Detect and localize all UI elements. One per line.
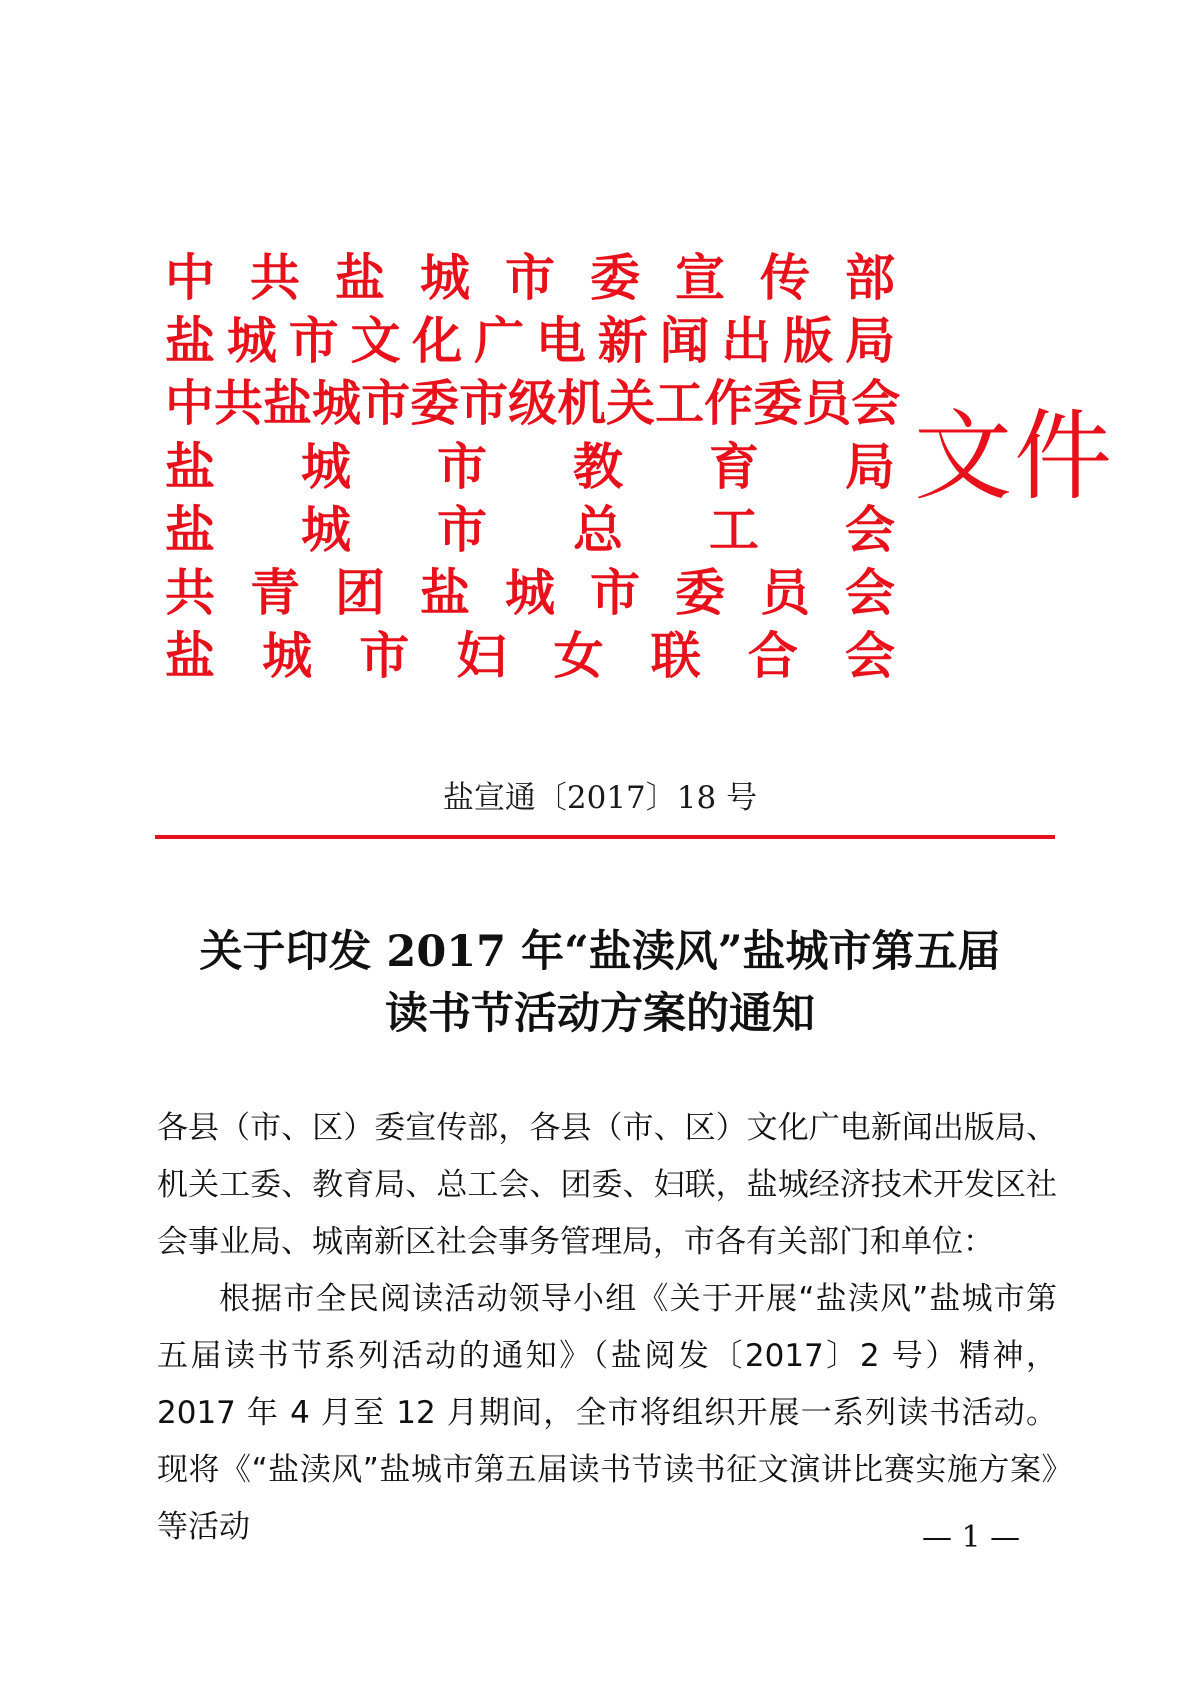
document-number: 盐宣通〔2017〕18 号 [442, 780, 758, 816]
issuer-char: 委 [410, 374, 460, 432]
issuer-char: 委 [675, 563, 725, 622]
issuer-line [165, 372, 901, 435]
issuer-char: 共 [165, 563, 215, 622]
page-number: — 1 — [922, 1520, 1021, 1555]
issuer-char: 城 [505, 563, 555, 622]
issuer-char: 盐 [420, 563, 470, 622]
issuer-char: 育 [709, 437, 759, 496]
title-line-2: 读书节活动方案的通知 [385, 989, 815, 1039]
issuer-char: 城 [262, 626, 313, 685]
issuer-line [165, 624, 895, 687]
issuer-char: 员 [760, 563, 810, 622]
title-line-1: 关于印发 2017 年“盐渎风”盐城市第五届 [199, 927, 1001, 977]
document-mark: 文件 [914, 400, 1115, 514]
paragraph-1: 根据市全民阅读活动领导小组《关于开展“盐渎风”盐城市第五届读书节系列活动的通知》（盐阅发〔2017〕2 号）精神，2017 年 4 月至 12 月期间，全市将组织开展一系列读书活动。现将《“盐渎风”盐城市第五届读书节读书征文演讲比赛实施方案》等活动 [157, 1281, 1057, 1545]
issuer-char: 盐 [165, 311, 215, 370]
issuer-char: 城 [312, 374, 362, 432]
issuer-char: 市 [437, 500, 487, 559]
issuer-char: 市 [437, 437, 487, 496]
issuer-char: 会 [845, 500, 895, 559]
issuer-char: 合 [747, 626, 798, 685]
issuer-char: 会 [845, 563, 895, 622]
issuer-char: 市 [288, 311, 339, 370]
issuing-organizations [165, 246, 901, 687]
issuer-char: 市 [590, 563, 640, 622]
issuer-char: 委 [753, 374, 803, 432]
issuer-char: 宣 [675, 248, 725, 307]
issuer-char: 共 [250, 248, 300, 307]
issuer-char: 机 [557, 374, 607, 432]
issuer-char: 会 [844, 626, 895, 685]
issuer-char: 总 [573, 500, 623, 559]
issuer-char: 市 [361, 374, 411, 432]
issuer-char: 广 [474, 311, 525, 370]
issuer-char: 局 [845, 437, 895, 496]
issuer-char: 市 [505, 248, 555, 307]
issuer-char: 部 [845, 248, 895, 307]
issuer-char: 女 [553, 626, 604, 685]
issuer-line [165, 435, 895, 498]
issuer-char: 盐 [165, 500, 215, 559]
issuer-char: 盐 [165, 437, 215, 496]
issuer-char: 中 [165, 374, 215, 432]
issuer-char: 盐 [263, 374, 313, 432]
issuer-char: 城 [301, 500, 351, 559]
issuer-char: 作 [704, 374, 754, 432]
document-body [157, 1100, 1057, 1556]
issuer-char: 工 [709, 500, 759, 559]
issuer-char: 城 [226, 311, 277, 370]
issuer-char: 传 [760, 248, 810, 307]
issuer-line [165, 246, 895, 309]
issuer-char: 出 [721, 311, 772, 370]
issuer-line [165, 309, 895, 372]
issuer-char: 市 [459, 374, 509, 432]
issuer-char: 工 [655, 374, 705, 432]
issuer-char: 中 [165, 248, 215, 307]
red-divider [155, 835, 1055, 839]
issuer-char: 盐 [335, 248, 385, 307]
issuer-char: 教 [573, 437, 623, 496]
issuer-char: 城 [301, 437, 351, 496]
issuer-line [165, 561, 895, 624]
issuer-char: 局 [844, 311, 895, 370]
issuer-char: 盐 [165, 626, 215, 685]
issuer-char: 市 [359, 626, 410, 685]
issuer-char: 委 [590, 248, 640, 307]
issuer-char: 妇 [456, 626, 507, 685]
issuer-char: 共 [214, 374, 264, 432]
issuer-char: 电 [535, 311, 586, 370]
issuer-char: 级 [508, 374, 558, 432]
addressees: 各县（市、区）委宣传部，各县（市、区）文化广电新闻出版局、机关工委、教育局、总工会、团委、妇联，盐城经济技术开发区社会事业局、城南新区社会事务管理局，市各有关部门和单位： [157, 1110, 1057, 1260]
issuer-char: 团 [335, 563, 385, 622]
issuer-char: 会 [851, 374, 901, 432]
issuer-char: 化 [412, 311, 463, 370]
issuer-char: 关 [606, 374, 656, 432]
issuer-line [165, 498, 895, 561]
issuer-char: 联 [650, 626, 701, 685]
issuer-char: 员 [802, 374, 852, 432]
issuer-char: 闻 [659, 311, 710, 370]
issuer-char: 文 [350, 311, 401, 370]
issuer-char: 青 [250, 563, 300, 622]
issuer-char: 版 [783, 311, 834, 370]
issuer-char: 新 [597, 311, 648, 370]
issuer-char: 城 [420, 248, 470, 307]
